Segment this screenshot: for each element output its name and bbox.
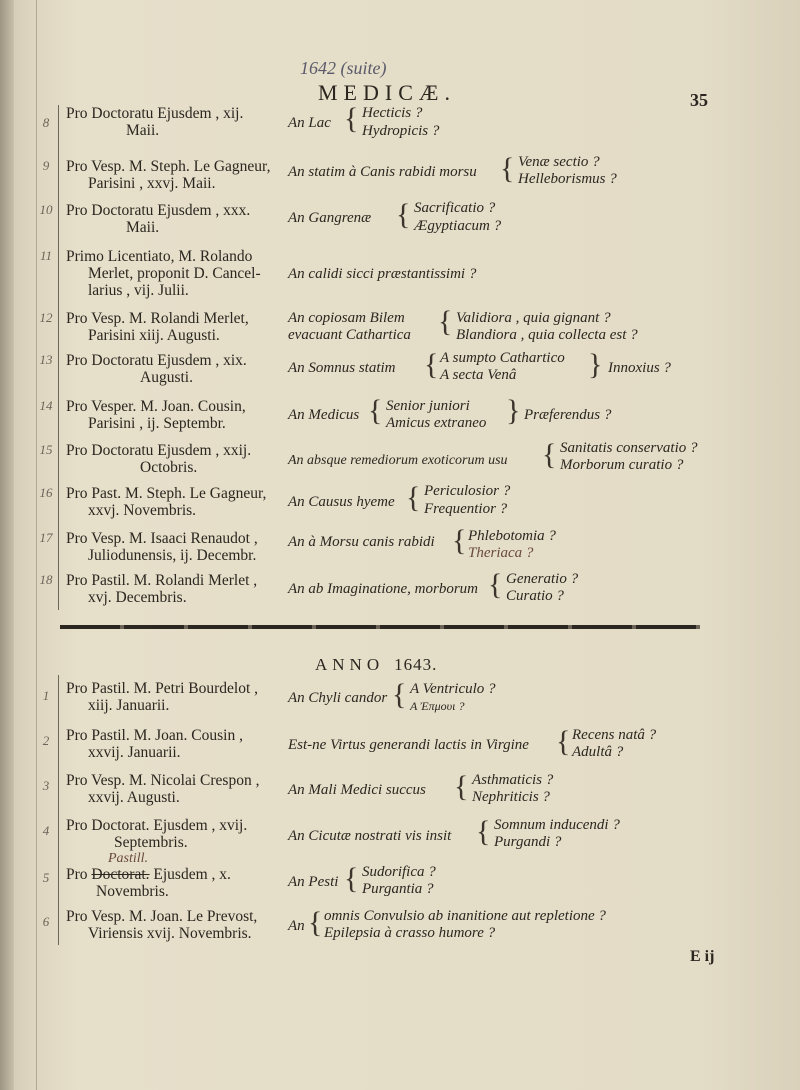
occasion-line-2: xiij. Januarii. — [88, 697, 170, 714]
brace-icon: { — [500, 152, 515, 185]
occasion-line-2: Parisini xiij. Augusti. — [88, 327, 220, 344]
occasion-line-3: larius , vij. Julii. — [88, 282, 189, 299]
occasion-line-2: xxvij. Januarii. — [88, 744, 181, 761]
occasion-line-1: Pro Doctoratu Ejusdem , xij. — [66, 105, 244, 122]
question-stem: An Causus hyeme — [288, 494, 395, 510]
brace-icon: { — [344, 862, 359, 895]
question-alternative: Phlebotomia ? — [468, 528, 556, 544]
question-stem: An — [288, 918, 305, 934]
struck-word: Doctorat. — [91, 866, 150, 883]
brace-icon: { — [438, 305, 453, 338]
occasion-line-2: Septembris. — [114, 834, 188, 851]
question-alternative: Morborum curatio ? — [560, 457, 684, 473]
question-stem: An Medicus — [288, 407, 360, 423]
occasion-line-1: Pro Pastil. M. Rolandi Merlet , — [66, 572, 258, 589]
margin-number: 11 — [39, 248, 53, 263]
question-alternative: Purgantia ? — [362, 881, 434, 897]
occasion-line-2: xxvij. Augusti. — [88, 789, 180, 806]
question-stem: An Somnus statim — [288, 360, 396, 376]
question-predicate: Præferendus ? — [524, 407, 612, 423]
occasion-line-2: Juliodunensis, ij. Decembr. — [88, 547, 257, 564]
page-heading: MEDICÆ. — [318, 80, 456, 105]
thesis-occasion — [66, 248, 278, 299]
question-stem: An ab Imaginatione, morborum — [288, 581, 478, 597]
thesis-occasion — [66, 908, 278, 942]
brace-icon: { — [392, 678, 407, 711]
occasion-line-1: Pro Doctorat. Ejusdem , xvij. — [66, 817, 248, 834]
occasion-line-2: Viriensis xvij. Novembris. — [88, 925, 252, 942]
thesis-occasion — [66, 727, 278, 761]
brace-icon: { — [396, 198, 411, 231]
handwritten-correction: Pastill. — [108, 851, 149, 866]
brace-close-icon: } — [506, 394, 521, 427]
margin-number: 2 — [42, 733, 50, 748]
question-alternative: Sudorifica ? — [362, 864, 436, 880]
occasion-line-1 — [66, 856, 278, 883]
occasion-line-1: Pro Vesp. M. Joan. Le Prevost, — [66, 908, 258, 925]
question-alternative: Sanitatis conservatio ? — [560, 440, 698, 456]
question-stem: An calidi sicci præstantissimi ? — [288, 266, 477, 282]
question-stem: An à Morsu canis rabidi — [288, 534, 435, 550]
occasion-line-1: Pro Vesp. M. Steph. Le Gagneur, — [66, 158, 271, 175]
brace-icon: { — [406, 481, 421, 514]
margin-number: 12 — [39, 310, 53, 325]
anno-word: ANNO — [315, 655, 385, 674]
question-alternative: Blandiora , quia collecta est ? — [456, 327, 638, 343]
question-alternative: Amicus extraneo — [386, 415, 487, 431]
occasion-line-2: Merlet, proponit D. Cancel- — [88, 265, 261, 282]
brace-close-icon: } — [588, 348, 603, 381]
question-stem: An Chyli candor — [288, 690, 388, 706]
question-alternative: A sumpto Cathartico — [440, 350, 565, 366]
brace-icon: { — [488, 568, 503, 601]
margin-number: 18 — [39, 572, 53, 587]
occasion-line-1: Pro Vesp. M. Nicolai Crespon , — [66, 772, 260, 789]
margin-rule-section2 — [58, 675, 59, 945]
occasion-line-1: Pro Doctoratu Ejusdem , xxx. — [66, 202, 251, 219]
question-alternative: Epilepsia à crasso humore ? — [324, 925, 496, 941]
occasion-pro: Pro — [66, 866, 88, 883]
thesis-occasion — [66, 817, 278, 851]
occasion-line-1: Pro Doctoratu Ejusdem , xix. — [66, 352, 247, 369]
anno-year: 1643. — [394, 655, 438, 674]
brace-icon: { — [556, 725, 571, 758]
page-number: 35 — [690, 90, 708, 110]
question-alternative: Nephriticis ? — [472, 789, 550, 805]
question-alternative: Frequentior ? — [424, 501, 508, 517]
occasion-line-1: Pro Past. M. Steph. Le Gagneur, — [66, 485, 267, 502]
margin-number: 8 — [42, 115, 50, 130]
question-alternative: Sacrificatio ? — [414, 200, 496, 216]
occasion-line-1: Pro Doctoratu Ejusdem , xxij. — [66, 442, 252, 459]
margin-number: 13 — [39, 352, 53, 367]
question-alternative: Recens natâ ? — [572, 727, 657, 743]
occasion-line-1: Pro Pastil. M. Joan. Cousin , — [66, 727, 243, 744]
question-predicate: Innoxius ? — [608, 360, 671, 376]
occasion-line-2: Maii. — [126, 122, 160, 139]
occasion-line-2: Octobris. — [140, 459, 198, 476]
margin-number: 14 — [39, 398, 53, 413]
occasion-line-1: Primo Licentiato, M. Rolando — [66, 248, 253, 265]
thesis-occasion — [66, 851, 278, 900]
thesis-occasion — [66, 680, 278, 714]
brace-icon: { — [454, 770, 469, 803]
margin-number: 15 — [39, 442, 53, 457]
question-alternative: Hecticis ? — [362, 105, 423, 121]
occasion-line-2: Novembris. — [96, 883, 169, 900]
occasion-line-1: Pro Vesp. M. Rolandi Merlet, — [66, 310, 249, 327]
thesis-occasion — [66, 310, 278, 344]
question-alternative: Validiora , quia gignant ? — [456, 310, 611, 326]
question-alternative: Hydropicis ? — [362, 123, 440, 139]
year-heading — [315, 655, 437, 675]
brace-icon: { — [344, 102, 359, 135]
question-stem: An Gangrenæ — [288, 210, 372, 226]
occasion-line-2: xvj. Decembris. — [88, 589, 187, 606]
section-divider — [60, 625, 700, 629]
brace-icon: { — [368, 394, 383, 427]
margin-number: 5 — [42, 870, 50, 885]
brace-icon: { — [308, 906, 323, 939]
margin-number: 1 — [42, 688, 50, 703]
question-alternative: Generatio ? — [506, 571, 579, 587]
question-stem: An statim à Canis rabidi morsu — [288, 164, 477, 180]
margin-rule-section1 — [58, 105, 59, 610]
thesis-occasion — [66, 202, 278, 236]
occasion-line-1: Pro Vesper. M. Joan. Cousin, — [66, 398, 246, 415]
margin-number: 17 — [39, 530, 53, 545]
question-alternative: A Ventriculo ? — [410, 681, 496, 697]
thesis-occasion — [66, 772, 278, 806]
margin-number: 4 — [42, 823, 50, 838]
occasion-ejusdem: Ejusdem , x. — [153, 866, 231, 883]
thesis-occasion — [66, 530, 278, 564]
thesis-occasion — [66, 158, 278, 192]
thesis-occasion — [66, 485, 278, 519]
question-stem: An copiosam Bilem — [288, 310, 405, 326]
handwritten-alternative: Theriaca ? — [468, 545, 534, 561]
brace-icon: { — [476, 815, 491, 848]
margin-number: 10 — [39, 202, 53, 217]
question-alternative: Purgandi ? — [494, 834, 562, 850]
question-alternative: Adultâ ? — [572, 744, 624, 760]
margin-number: 9 — [42, 158, 50, 173]
occasion-line-2: xxvj. Novembris. — [88, 502, 197, 519]
question-stem-line-2: evacuant Cathartica — [288, 327, 411, 343]
thesis-occasion — [66, 442, 278, 476]
question-stem: An Mali Medici succus — [288, 782, 426, 798]
question-alternative: omnis Convulsio ab inanitione aut repletione ? — [324, 908, 606, 924]
question-stem: An Lac — [288, 115, 331, 131]
question-alternative: Somnum inducendi ? — [494, 817, 620, 833]
occasion-line-1: Pro Vesp. M. Isaaci Renaudot , — [66, 530, 258, 547]
occasion-line-1: Pro Pastil. M. Petri Bourdelot , — [66, 680, 259, 697]
question-alternative: Periculosior ? — [424, 483, 511, 499]
question-alternative: Senior juniori — [386, 398, 470, 414]
question-alternative: Curatio ? — [506, 588, 564, 604]
question-alternative: Asthmaticis ? — [472, 772, 554, 788]
margin-rule-outer — [36, 0, 37, 1090]
occasion-line-2: Parisini , xxvj. Maii. — [88, 175, 216, 192]
question-stem: An Pesti — [288, 874, 339, 890]
margin-number: 16 — [39, 485, 53, 500]
occasion-line-2: Maii. — [126, 219, 160, 236]
question-alternative: Ægyptiacum ? — [414, 218, 502, 234]
question-stem: An absque remediorum exoticorum usu — [288, 453, 508, 468]
occasion-line-2: Parisini , ij. Septembr. — [88, 415, 226, 432]
question-alternative: Venæ sectio ? — [518, 154, 600, 170]
margin-number: 6 — [42, 914, 50, 929]
occasion-line-2: Augusti. — [140, 369, 193, 386]
question-alternative: A secta Venâ — [440, 367, 517, 383]
margin-number: 3 — [42, 778, 50, 793]
brace-icon: { — [452, 524, 467, 557]
brace-icon: { — [424, 348, 439, 381]
brace-icon: { — [542, 438, 557, 471]
thesis-occasion — [66, 398, 278, 432]
question-stem: Est-ne Virtus generandi lactis in Virgine — [288, 737, 529, 753]
book-spine — [0, 0, 14, 1090]
thesis-occasion — [66, 105, 278, 139]
thesis-occasion — [66, 352, 278, 386]
question-stem: An Cicutæ nostrati vis insit — [288, 828, 452, 844]
signature-mark: E ij — [690, 948, 715, 965]
question-alternative: Helleborismus ? — [518, 171, 617, 187]
thesis-occasion — [66, 572, 278, 606]
question-alternative: A Ἐπμουι ? — [410, 699, 465, 713]
handwritten-year: 1642 (suite) — [300, 58, 387, 78]
